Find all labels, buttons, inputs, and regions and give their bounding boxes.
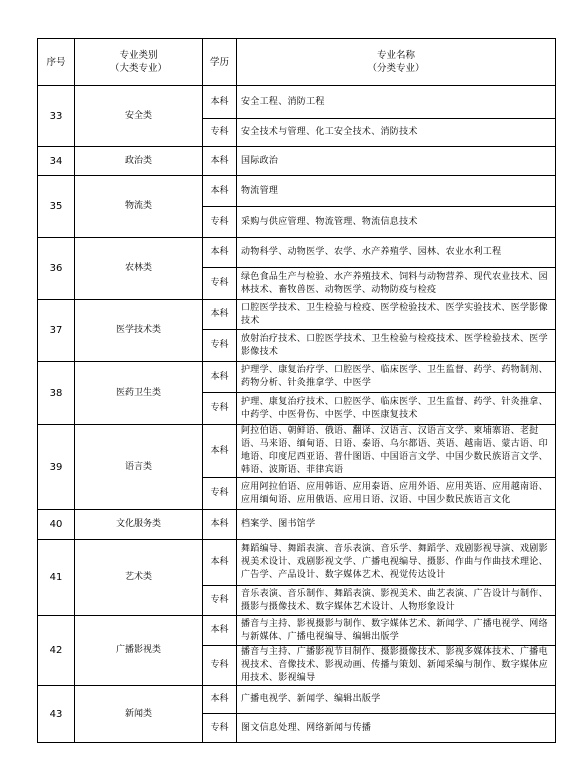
row-number-cell: 40 (38, 510, 75, 540)
degree-cell: 本科 (203, 510, 237, 540)
row-number-cell: 35 (38, 176, 75, 238)
majors-cell: 播音与主持、广播影视节目制作、摄影摄像技术、影视多媒体技术、广播电视技术、音像技术、影视动画、传播与策划、新闻采编与制作、数字媒体应用技术、影视编导 (237, 646, 556, 686)
degree-cell: 本科 (203, 362, 237, 393)
majors-cell: 物流管理 (237, 176, 556, 207)
majors-cell: 舞蹈编导、舞蹈表演、音乐表演、音乐学、舞蹈学、戏剧影视导演、戏剧影视美术设计、戏剧影视文学、广播电视编导、摄影、作曲与作曲技术理论、广告学、产品设计、数字媒体艺术、视觉传达设计 (237, 540, 556, 586)
degree-cell: 本科 (203, 616, 237, 646)
degree-cell: 专科 (203, 714, 237, 743)
degree-cell: 专科 (203, 119, 237, 147)
category-cell: 广播影视类 (75, 616, 203, 686)
table-row (38, 147, 556, 176)
majors-cell: 播音与主持、影视摄影与制作、数字媒体艺术、新闻学、广播电视学、网络与新媒体、广播电视编导、编辑出版学 (237, 616, 556, 646)
header-category-line2: （大类专业） (109, 63, 167, 74)
majors-cell: 图文信息处理、网络新闻与传播 (237, 714, 556, 743)
majors-table (37, 38, 556, 743)
majors-cell: 护理、康复治疗技术、口腔医学、临床医学、卫生监督、药学、针灸推拿、中药学、中医骨伤、中医学、中医康复技术 (237, 393, 556, 425)
degree-cell: 本科 (203, 540, 237, 586)
table-row (38, 540, 556, 586)
majors-cell: 安全技术与管理、化工安全技术、消防技术 (237, 119, 556, 147)
table-row (38, 86, 556, 119)
header-major (237, 39, 556, 86)
majors-cell: 广播电视学、新闻学、编辑出版学 (237, 686, 556, 714)
degree-cell: 本科 (203, 425, 237, 478)
degree-cell: 本科 (203, 300, 237, 330)
degree-cell: 专科 (203, 586, 237, 616)
degree-cell: 本科 (203, 686, 237, 714)
degree-cell: 本科 (203, 176, 237, 207)
majors-cell: 档案学、图书馆学 (237, 510, 556, 540)
category-cell: 艺术类 (75, 540, 203, 616)
table-row (38, 686, 556, 714)
table-header-row (38, 39, 556, 86)
majors-cell: 护理学、康复治疗学、口腔医学、临床医学、卫生监督、药学、药物制剂、药物分析、针灸推拿学、中医学 (237, 362, 556, 393)
header-category-line1: 专业类别 (119, 50, 158, 61)
category-cell: 安全类 (75, 86, 203, 147)
majors-cell: 阿拉伯语、朝鲜语、俄语、翻译、汉语言、汉语言文学、柬埔寨语、老挝语、马来语、缅甸语、日语、泰语、乌尔都语、英语、越南语、蒙古语、印地语、印度尼西亚语、普什图语、中国语言文学、中国少数民族语言文学、韩语、波斯语、菲律宾语 (237, 425, 556, 478)
category-cell: 医学技术类 (75, 300, 203, 362)
degree-cell: 本科 (203, 238, 237, 268)
header-seq: 序号 (38, 39, 75, 86)
table-row (38, 300, 556, 330)
degree-cell: 专科 (203, 330, 237, 362)
majors-cell: 口腔医学技术、卫生检验与检疫、医学检验技术、医学实验技术、医学影像技术 (237, 300, 556, 330)
degree-cell: 专科 (203, 207, 237, 238)
majors-cell: 应用阿拉伯语、应用韩语、应用泰语、应用外语、应用英语、应用越南语、应用缅甸语、应用俄语、应用日语、汉语、中国少数民族语言文化 (237, 478, 556, 510)
row-number-cell: 34 (38, 147, 75, 176)
category-cell: 语言类 (75, 425, 203, 510)
category-cell: 新闻类 (75, 686, 203, 743)
category-cell: 政治类 (75, 147, 203, 176)
category-cell: 农林类 (75, 238, 203, 300)
table-row (38, 238, 556, 268)
header-major-line1: 专业名称 (376, 50, 415, 61)
degree-cell: 专科 (203, 478, 237, 510)
majors-cell: 国际政治 (237, 147, 556, 176)
row-number-cell: 43 (38, 686, 75, 743)
category-cell: 医药卫生类 (75, 362, 203, 425)
row-number-cell: 39 (38, 425, 75, 510)
category-cell: 文化服务类 (75, 510, 203, 540)
row-number-cell: 37 (38, 300, 75, 362)
header-degree: 学历 (203, 39, 237, 86)
table-row (38, 176, 556, 207)
table-row (38, 425, 556, 478)
table-row (38, 362, 556, 393)
majors-cell: 安全工程、消防工程 (237, 86, 556, 119)
majors-cell: 放射治疗技术、口腔医学技术、卫生检验与检疫技术、医学检验技术、医学影像技术 (237, 330, 556, 362)
degree-cell: 专科 (203, 393, 237, 425)
degree-cell: 本科 (203, 86, 237, 119)
degree-cell: 专科 (203, 646, 237, 686)
table-row (38, 510, 556, 540)
degree-cell: 本科 (203, 147, 237, 176)
header-category (75, 39, 203, 86)
header-major-line2: （分类专业） (367, 63, 425, 74)
majors-cell: 动物科学、动物医学、农学、水产养殖学、园林、农业水利工程 (237, 238, 556, 268)
degree-cell: 专科 (203, 268, 237, 300)
majors-cell: 音乐表演、音乐制作、舞蹈表演、影视美术、曲艺表演、广告设计与制作、摄影与摄像技术、数字媒体艺术设计、人物形象设计 (237, 586, 556, 616)
majors-cell: 绿色食品生产与检验、水产养殖技术、饲料与动物营养、现代农业技术、园林技术、畜牧兽医、动物医学、动物防疫与检疫 (237, 268, 556, 300)
table-row (38, 616, 556, 646)
row-number-cell: 36 (38, 238, 75, 300)
table-body (38, 86, 556, 743)
category-cell: 物流类 (75, 176, 203, 238)
row-number-cell: 41 (38, 540, 75, 616)
majors-cell: 采购与供应管理、物流管理、物流信息技术 (237, 207, 556, 238)
row-number-cell: 33 (38, 86, 75, 147)
row-number-cell: 42 (38, 616, 75, 686)
row-number-cell: 38 (38, 362, 75, 425)
